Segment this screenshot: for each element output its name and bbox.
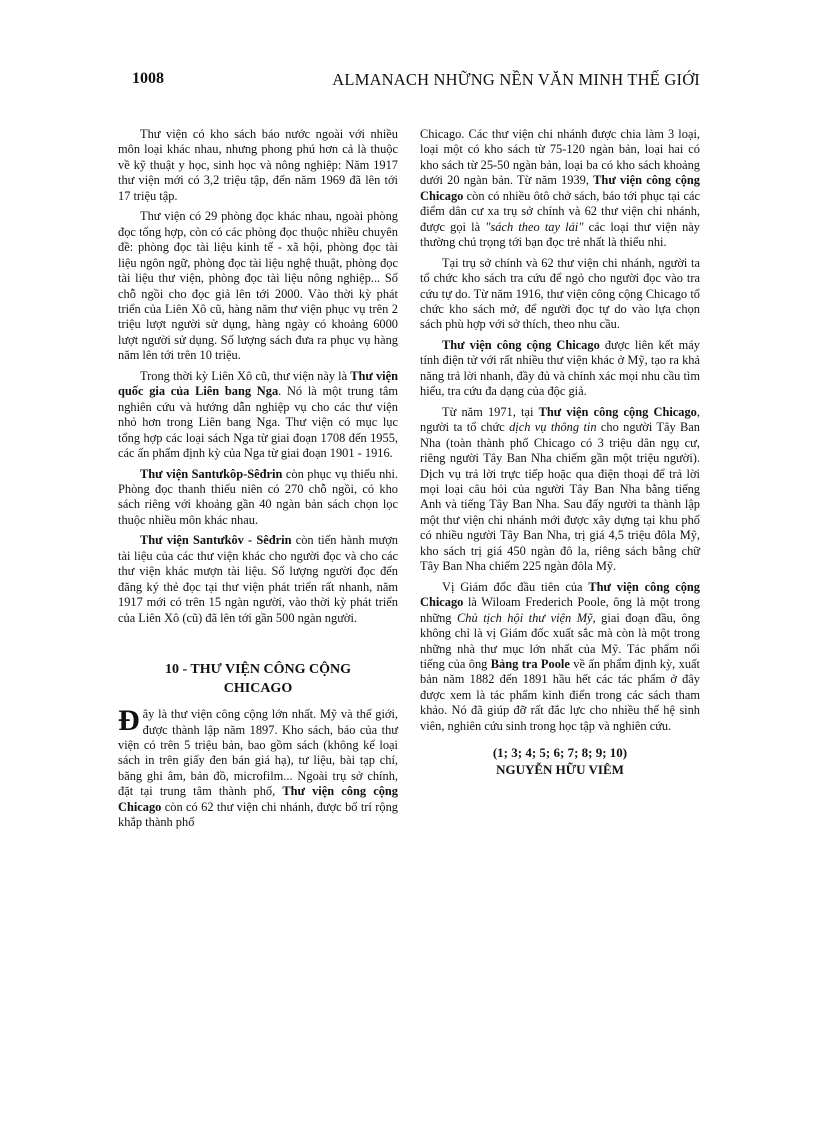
left-column xyxy=(118,127,398,836)
italic-text: Chủ tịch hội thư viện Mỹ xyxy=(457,610,593,625)
author-name: NGUYỄN HỮU VIÊM xyxy=(496,762,624,778)
text-run: . Nó là một trung tâm nghiên cứu và hướng dẫn nghiệp vụ cho các thư viện nhỏ hơn trong Liên bang Nga. Thư viện có mục lục tổng hợp các loại sách Nga từ giai đoạn 1708 đến 1955, các ấn phẩm định kỳ của Nga từ giai đoạn 1901 - 1916. xyxy=(118,384,398,461)
italic-text: dịch vụ thông tin xyxy=(509,420,597,435)
text-run: còn phục vụ thiếu nhi. Phòng đọc thanh thiếu niên có 270 chỗ ngồi, có kho sách riêng với khoảng gần 40 ngàn bản sách chọn lọc thuộc nhiều môn khác nhau. xyxy=(118,466,398,527)
text-run: ây là thư viện công cộng lớn nhất. Mỹ và thế giới, được thành lập năm 1897. Kho sách, báo của thư viện có trên 5 triệu bản, bao gồm sách (không kể loại sách in trên giấy đen bán giá hạ), tư liệu, bài tạp chí, băng ghi âm, bản đồ, microfilm... Ngoài trụ sở chính, đặt tại trung tâm thành phố, xyxy=(118,707,398,799)
paragraph xyxy=(420,338,700,400)
text-run: các loại thư viện này thường chú trọng tới bạn đọc trẻ nhất là thiếu nhi. xyxy=(420,219,700,250)
paragraph xyxy=(420,405,700,575)
text-run: cho người Tây Ban Nha (toàn thành phố Chicago có 3 triệu dân ngụ cư, riêng người Tây Ban Nha chiếm gần một triệu người). Dịch vụ trả lời trực tiếp hoặc qua điện thoại để trả lời mọi loại câu hỏi của người Tây Ban Nha bằng tiếng Anh và tiếng Tây Ban Nha. Sau đấy người ta thành lập một thư viện chi nhánh mới được xây dựng tại khu phố có nhiều người Tây Ban Nha, trị giá 4,5 triệu đôla Mỹ, kho sách trị giá 450 ngàn đô la, riêng sách bằng chữ Tây Ban Nha chiếm 225 ngàn đôla Mỹ. xyxy=(420,420,701,574)
bold-text: Thư viện công cộng Chicago xyxy=(118,784,398,814)
bold-text: Thư viện công cộng Chicago xyxy=(420,579,701,610)
running-title: ALMANACH NHỮNG NỀN VĂN MINH THẾ GIỚI xyxy=(332,70,700,89)
page-number: 1008 xyxy=(132,70,164,87)
text-run: còn tiến hành mượn tài liệu của các thư viện khác cho người đọc và cho các thư viện khác mượn tài liệu. Số lượng người đọc đến đăng ký thẻ đọc tại thư viện phát triển rất nhanh, năm 1917 mới có trên 15 ngàn người, vào thời kỳ phát triển của Liên Xô (cũ) đã lên tới gần 500 ngàn người. xyxy=(118,533,398,625)
italic-text: "sách theo tay lái" xyxy=(485,219,584,234)
paragraph: Tại trụ sở chính và 62 thư viện chi nhánh, người ta tổ chức kho sách tra cứu để ngỏ cho người đọc vào tra cứu tự do. Từ năm 1916, thư viện công cộng Chicago tổ chức kho sách mở, để người đọc tự do vào lựa chọn sách phù hợp với sở thích, theo nhu cầu. xyxy=(420,255,700,332)
bold-text: Bảng tra Poole xyxy=(490,656,570,671)
drop-cap: Đ xyxy=(118,704,140,738)
bold-text: Thư viện công cộng Chicago xyxy=(442,337,600,352)
paragraph: Thư viện có kho sách báo nước ngoài với nhiều môn loại khác nhau, nhưng phong phú hơn cả là thuộc về kỹ thuật y học, sinh học và nông nghiệp: Năm 1917 thư viện mới có 3,2 triệu tập, đến năm 1969 đã lên tới 17 triệu tập. xyxy=(118,127,398,203)
section-heading-line: 10 - THƯ VIỆN CÔNG CỘNG xyxy=(164,662,352,678)
section-heading xyxy=(118,660,398,698)
paragraph xyxy=(118,533,398,626)
paragraph xyxy=(118,704,398,831)
bold-text: Thư viện công cộng Chicago xyxy=(420,173,701,203)
section-heading-line: CHICAGO xyxy=(223,681,293,697)
bold-text: Thư viện Santưkôp-Sêđrin xyxy=(140,466,283,481)
text-run: còn có 62 thư viện chi nhánh, được bố trí rộng khắp thành phố xyxy=(118,799,398,830)
paragraph xyxy=(420,127,700,251)
text-run: Chicago. Các thư viện chi nhánh được chia làm 3 loại, loại một có kho sách từ 75-120 ngàn bản, loại hai có kho sách từ 25-50 ngàn bản, loại ba có kho sách khoảng dưới 20 ngàn bản. Từ năm 1939, xyxy=(420,127,700,188)
page-header xyxy=(132,70,700,92)
text-run: , giai đoạn đầu, ông không chỉ là vị Giám đốc xuất sắc mà còn là một trong những nhà thư mục lớn nhất của Mỹ. Tác phẩm nổi tiếng của ông xyxy=(420,610,700,671)
bold-text: Thư viện quốc gia của Liên bang Nga xyxy=(118,368,398,399)
paragraph xyxy=(420,580,700,735)
text-run: Từ năm 1971, tại xyxy=(442,404,539,419)
references: (1; 3; 4; 5; 6; 7; 8; 9; 10) xyxy=(492,745,628,761)
bold-text: Thư viện Santưkôv - Sêđrin xyxy=(140,533,292,548)
text-run: còn có nhiều ôtô chở sách, báo tới phục tại các điểm dân cư xa trụ sở chính và 62 thư viện chi nhánh, được gọi là xyxy=(420,188,700,234)
text-run: là Wiloam Frederich Poole, ông là một trong những xyxy=(420,595,700,625)
paragraph xyxy=(118,467,398,529)
text-run: Vị Giám đốc đầu tiên của xyxy=(442,579,589,594)
article-credits xyxy=(420,744,700,778)
right-column xyxy=(420,127,700,778)
paragraph: Thư viện có 29 phòng đọc khác nhau, ngoài phòng đọc tổng hợp, còn có các phòng đọc thuộc nhiều chuyên đề: phòng đọc tài liệu kinh tế - xã hội, phòng đọc tài liệu ngôn ngữ, phòng đọc tài liệu nghệ thuật, phòng đọc tài liệu thư viện, phòng đọc tài liệu nông nghiệp... Số chỗ ngồi cho đọc giả lên tới 2000. Vào thời kỳ phát triển của Liên Xô cũ, hàng năm thư viện phục vụ trên 2 triệu lượt người sử dụng, hàng ngày có khoảng 6000 lượt người sử dụng. Số lượng sách đưa ra phục vụ hàng năm lên tới trên 10 triệu. xyxy=(118,209,398,363)
text-run: , người ta tổ chức xyxy=(420,404,700,435)
paragraph xyxy=(118,369,398,462)
text-run: được liên kết máy tính điện tử với rất nhiều thư viện khác ở Mỹ, tạo ra khả năng trả lời nhanh, đầy đủ và chính xác mọi nhu cầu tìm hiểu, tra cứu đa dạng của độc giả. xyxy=(420,337,700,399)
text-run: về ấn phẩm định kỳ, xuất bản năm 1882 đến 1891 hầu hết các tác phẩm ở đây được xem là tác phẩm kinh điển trong các sách tham khảo. Nó đã giúp đỡ rất đắc lực cho nhiều thế hệ sinh viên, nghiên cứu sinh trong học tập và nghiên cứu. xyxy=(420,656,701,733)
text-run: Trong thời kỳ Liên Xô cũ, thư viện này là xyxy=(140,368,351,383)
bold-text: Thư viện công cộng Chicago xyxy=(538,404,697,419)
